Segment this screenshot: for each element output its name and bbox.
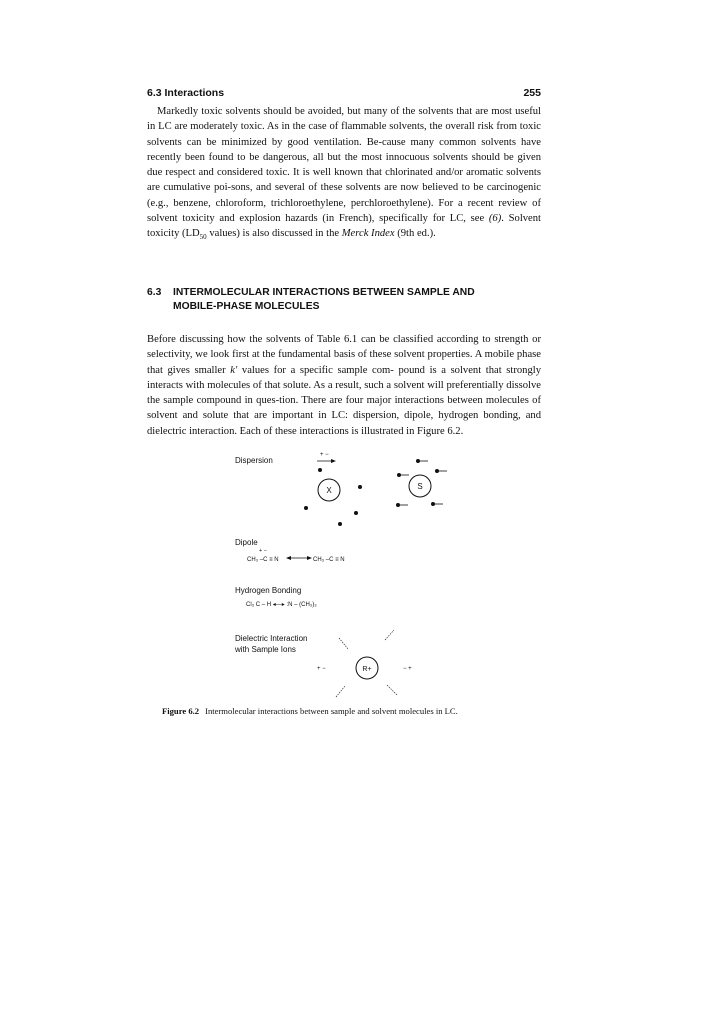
dipole-dot-arrow bbox=[396, 503, 408, 507]
sample-ion-label: R+ bbox=[362, 666, 372, 673]
oriented-solvent-dipole bbox=[385, 630, 394, 640]
figure-caption bbox=[162, 706, 458, 716]
p1-line: It is well known that chlorinated and/or aromatic solvents are cumulative poi- bbox=[147, 167, 541, 194]
solute-x-label: X bbox=[326, 486, 332, 495]
p2-text: values for a specific sample com- bbox=[237, 364, 394, 376]
solvent-dot bbox=[318, 468, 322, 472]
dispersion-label: Dispersion bbox=[235, 456, 273, 465]
ion-dipole-right: − + bbox=[403, 666, 412, 672]
solvent-dot bbox=[354, 511, 358, 515]
page-number: 255 bbox=[523, 87, 541, 99]
dipole-dot-arrow bbox=[435, 469, 447, 473]
p1-line: of solvent toxicity and explosion hazards (in French), specifically for LC, see bbox=[147, 197, 541, 225]
section-title-line2: MOBILE-PHASE MOLECULES bbox=[173, 301, 320, 312]
p2-line: tion. There are four major interactions between molecules of solvent and solute bbox=[147, 395, 542, 422]
merck-index: Merck Index bbox=[341, 228, 395, 240]
section-title-line1: INTERMOLECULAR INTERACTIONS BETWEEN SAMPLE AND bbox=[173, 287, 475, 298]
oriented-solvent-dipole bbox=[336, 686, 345, 697]
dispersion-charge: + − bbox=[320, 452, 329, 458]
ion-dipole-left: + − bbox=[317, 666, 326, 672]
dipole-label: Dipole bbox=[235, 538, 258, 547]
p2-line: that are important in LC: dispersion, dipole, hydrogen bonding, and dielectric bbox=[147, 410, 542, 437]
p2-line: pound is a solvent that strongly interacts with molecules of that solute. As a bbox=[147, 364, 542, 391]
p2-line: result, such a solvent will preferentially dissolve the sample compound in ques- bbox=[147, 379, 542, 407]
dipole-charges: + − bbox=[259, 548, 267, 554]
oriented-solvent-dipole bbox=[339, 638, 348, 649]
p1-line: benzene, chloroform, trichloroethylene, perchloroethylene). For a recent review bbox=[173, 197, 528, 209]
hbond-formula: Cl₃ C – H ◂—▸ :N – (CH₃)₃ bbox=[246, 602, 317, 608]
solvent-dot bbox=[338, 522, 342, 526]
ld50-subscript: 50 bbox=[199, 233, 207, 242]
p1-text: ed.). bbox=[416, 228, 436, 240]
p1-line: the overall risk from toxic solvents can be minimized by good ventilation. Be- bbox=[147, 121, 541, 148]
dipole-dot-arrow bbox=[397, 473, 409, 477]
section-number: 6.3 bbox=[147, 287, 162, 298]
solvent-s-label: S bbox=[417, 482, 423, 491]
p1-text: (9th bbox=[394, 228, 415, 240]
p2-text: properties. A mobile phase that gives smaller bbox=[147, 349, 541, 376]
p2-line: Before discussing how the solvents of Table 6.1 can be classified according to bbox=[147, 334, 491, 345]
p1-line: sons, and several of these solvents are now believed to be carcinogenic (e.g., bbox=[147, 182, 541, 209]
p1-line: Markedly toxic solvents should be avoided, but many of the solvents that are bbox=[157, 106, 489, 117]
dielectric-label-1: Dielectric Interaction bbox=[235, 634, 308, 643]
p1-text: values) is also discussed in the bbox=[206, 228, 342, 240]
hbond-label: Hydrogen Bonding bbox=[235, 586, 302, 595]
reference-6: (6) bbox=[488, 213, 502, 225]
dipole-formula-right: CH₃ –C ≡ N bbox=[313, 557, 345, 563]
p1-text: . Solvent toxicity (LD bbox=[147, 213, 541, 240]
p1-line: most useful in LC are moderately toxic. As in the case of flammable solvents, bbox=[147, 106, 541, 133]
dipole-formula-left: CH₃ –C ≡ N bbox=[247, 557, 279, 563]
p2-line: interaction. Each of these interactions is illustrated in Figure 6.2. bbox=[189, 425, 464, 437]
k-prime: k′ bbox=[230, 364, 238, 376]
dipole-attraction-arrow bbox=[286, 556, 312, 560]
p1-line: the most innocuous solvents should be given due respect and considered toxic. bbox=[147, 151, 542, 179]
solvent-dot bbox=[358, 485, 362, 489]
p2-line: strength or selectivity, we look first at the fundamental basis of these solvent bbox=[147, 334, 541, 361]
oriented-solvent-dipole bbox=[387, 685, 397, 695]
caption-label: Figure 6.2 bbox=[162, 706, 200, 716]
p1-line: cause many common solvents have recently been found to be dangerous, all but bbox=[147, 136, 541, 163]
dielectric-label-2: with Sample Ions bbox=[235, 645, 296, 654]
solvent-dot bbox=[304, 506, 308, 510]
dipole-dot-arrow bbox=[431, 502, 443, 506]
caption-text: Intermolecular interactions between sample and solvent molecules in LC. bbox=[205, 706, 458, 716]
dipole-dot-arrow bbox=[416, 459, 428, 463]
dispersion-arrow bbox=[317, 459, 336, 463]
running-head-section: 6.3 Interactions bbox=[147, 87, 225, 99]
